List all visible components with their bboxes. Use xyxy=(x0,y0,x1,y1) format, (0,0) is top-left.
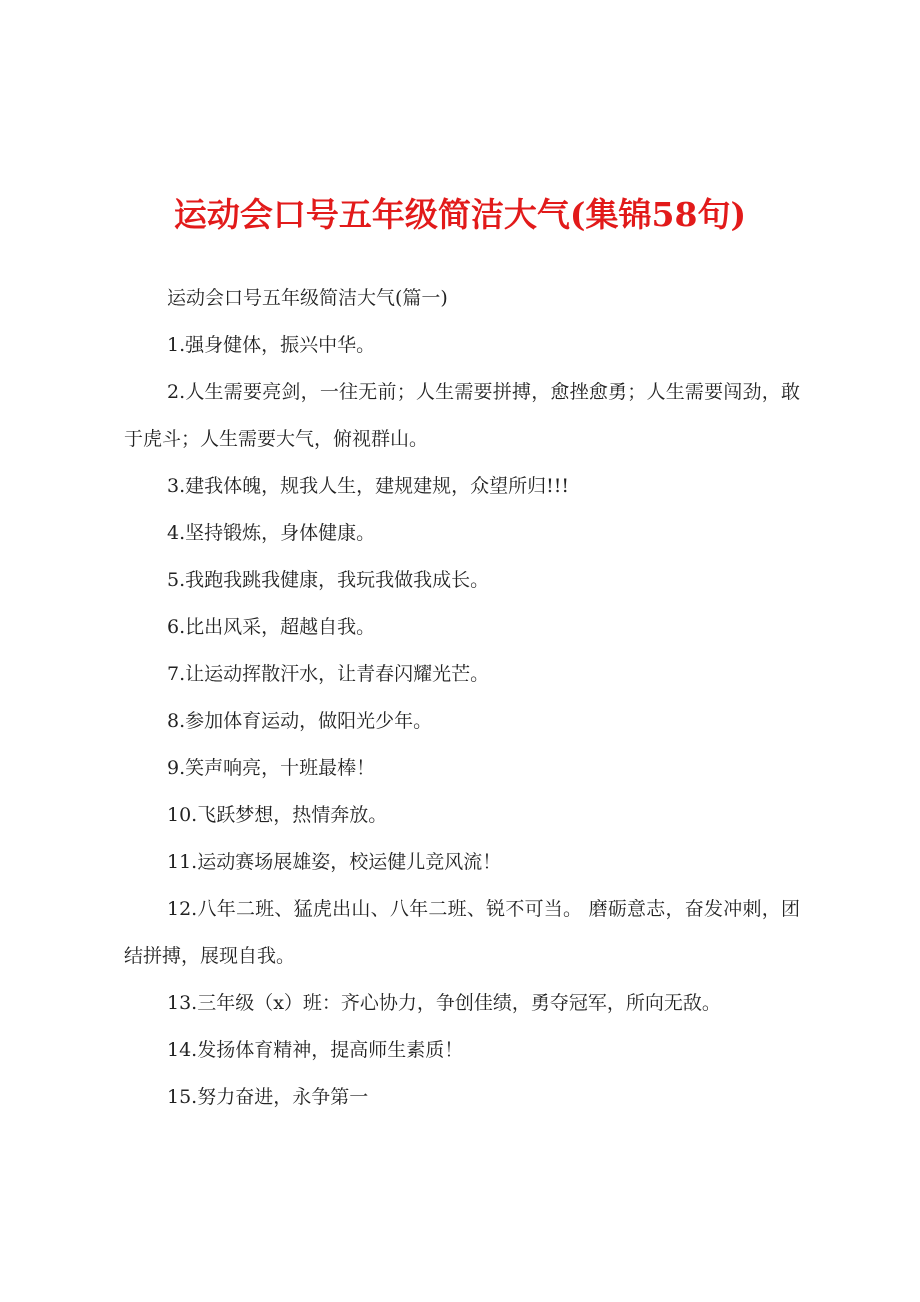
slogan-item-14: 14.发扬体育精神，提高师生素质！ xyxy=(167,1039,464,1061)
section-subtitle: 运动会口号五年级简洁大气(篇一) xyxy=(167,287,448,309)
slogan-item-11: 11.运动赛场展雄姿，校运健儿竞风流！ xyxy=(167,851,502,873)
slogan-item-1: 1.强身健体，振兴中华。 xyxy=(167,334,376,356)
slogan-item-3: 3.建我体魄，规我人生，建规建规，众望所归!!! xyxy=(167,475,570,497)
slogan-item-13: 13.三年级（x）班：齐心协力，争创佳绩，勇夺冠军，所向无敌。 xyxy=(167,992,721,1014)
document-title: 运动会口号五年级简洁大气(集锦58句) xyxy=(173,195,747,234)
slogan-item-5: 5.我跑我跳我健康，我玩我做我成长。 xyxy=(167,569,490,591)
slogan-item-6: 6.比出风采，超越自我。 xyxy=(167,616,376,638)
slogan-item-8: 8.参加体育运动，做阳光少年。 xyxy=(167,710,433,732)
document-body xyxy=(124,275,800,1121)
slogan-item-2: 2.人生需要亮剑，一往无前；人生需要拼搏，愈挫愈勇；人生需要闯劲，敢于虎斗；人生需要大气，俯视群山。 xyxy=(124,381,800,450)
slogan-item-4: 4.坚持锻炼，身体健康。 xyxy=(167,522,376,544)
slogan-item-9: 9.笑声响亮，十班最棒！ xyxy=(167,757,376,779)
slogan-item-7: 7.让运动挥散汗水，让青春闪耀光芒。 xyxy=(167,663,490,685)
slogan-item-12: 12.八年二班、猛虎出山、八年二班、锐不可当。 磨砺意志，奋发冲刺，团结拼搏，展现自我。 xyxy=(124,898,800,967)
slogan-item-10: 10.飞跃梦想，热情奔放。 xyxy=(167,804,388,826)
slogan-item-15: 15.努力奋进，永争第一 xyxy=(167,1086,369,1108)
